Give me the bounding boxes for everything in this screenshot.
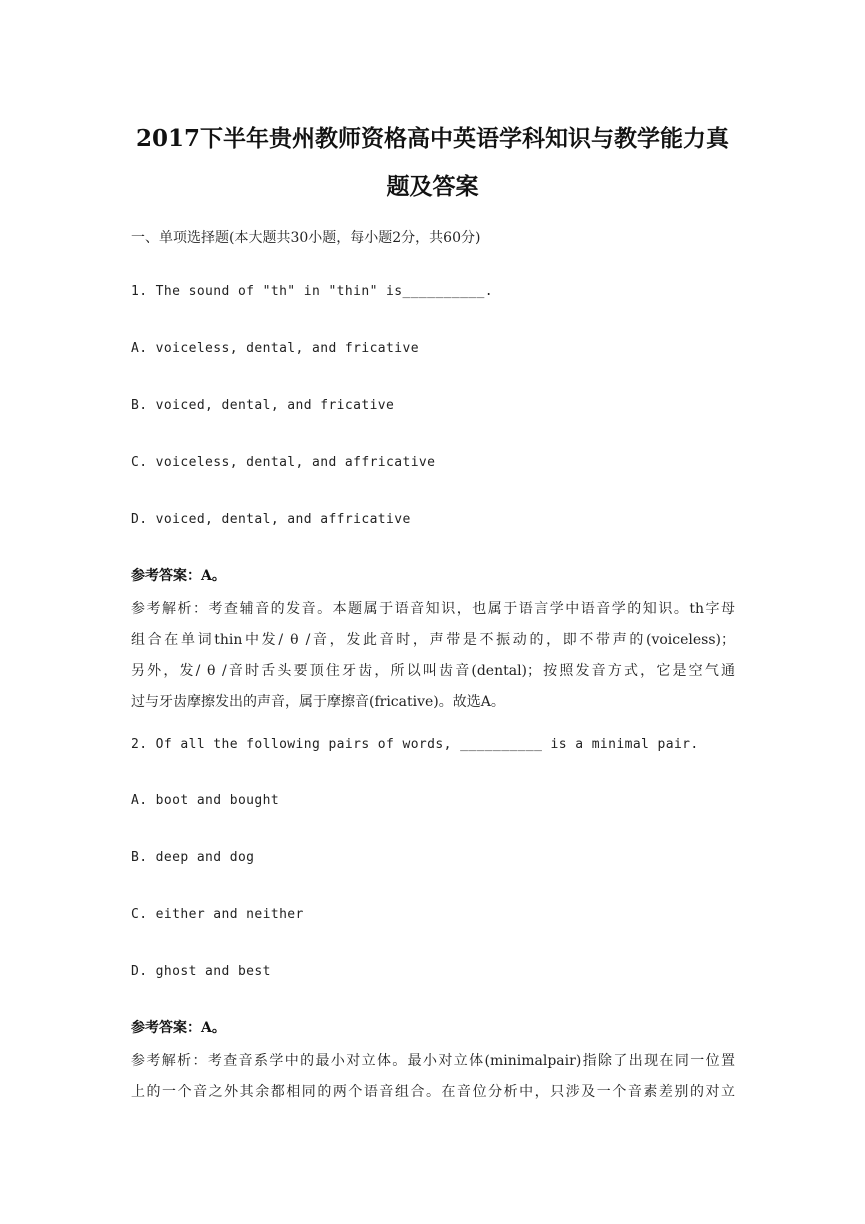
question-2-option-d: D. ghost and best — [131, 964, 271, 979]
question-1-option-b: B. voiced, dental, and fricative — [131, 398, 395, 413]
question-2-option-a: A. boot and bought — [131, 793, 280, 808]
analysis-line: 另外，发/ θ /音时舌头要顶住牙齿，所以叫齿音(dental)；按照发音方式，它是空气通 — [131, 663, 735, 679]
question-1-analysis — [131, 594, 735, 718]
analysis-line: 组合在单词thin中发/ θ /音，发此音时，声带是不振动的，即不带声的(voiceless)； — [131, 632, 735, 648]
section-heading: 一、单项选择题(本大题共30小题，每小题2分，共60分) — [131, 230, 481, 246]
analysis-line: 参考解析：考查音系学中的最小对立体。最小对立体(minimalpair)指除了出现在同一位置 — [131, 1053, 735, 1069]
question-1-option-d: D. voiced, dental, and affricative — [131, 512, 411, 527]
analysis-line: 参考解析：考查辅音的发音。本题属于语音知识，也属于语言学中语音学的知识。th字母 — [131, 601, 735, 617]
question-1-option-c: C. voiceless, dental, and affricative — [131, 455, 436, 470]
document-title-line-1: 2017下半年贵州教师资格高中英语学科知识与教学能力真 — [135, 125, 729, 152]
question-1-answer: 参考答案：A。 — [131, 568, 226, 584]
document-title-line-2: 题及答案 — [386, 173, 479, 200]
question-1-option-a: A. voiceless, dental, and fricative — [131, 341, 419, 356]
question-2-answer: 参考答案：A。 — [131, 1020, 226, 1036]
question-2-analysis — [131, 1046, 735, 1108]
analysis-line: 过与牙齿摩擦发出的声音，属于摩擦音(fricative)。故选A。 — [131, 694, 505, 710]
question-2-option-c: C. either and neither — [131, 907, 304, 922]
question-2-option-b: B. deep and dog — [131, 850, 255, 865]
question-2-stem: 2. Of all the following pairs of words, __________ is a minimal pair. — [131, 737, 699, 752]
question-1-stem: 1. The sound of "th" in "thin" is__________. — [131, 284, 493, 299]
analysis-line: 上的一个音之外其余都相同的两个语音组合。在音位分析中，只涉及一个音素差别的对立 — [131, 1084, 735, 1100]
